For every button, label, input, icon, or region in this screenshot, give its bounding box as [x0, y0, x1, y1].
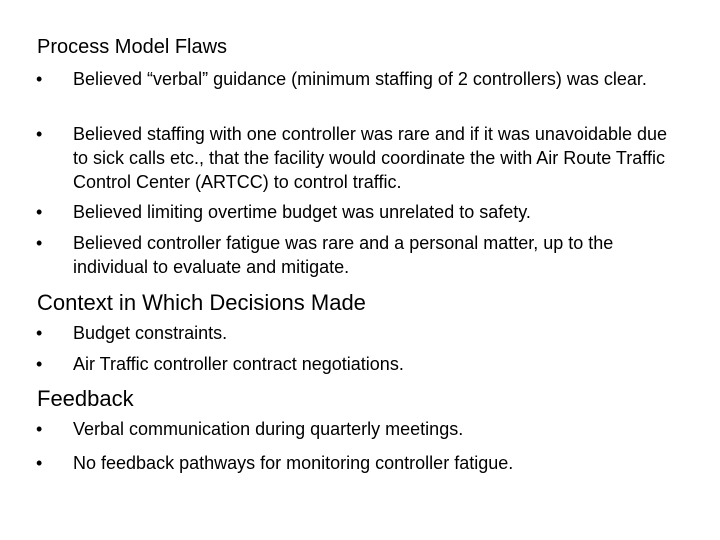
list-item-text: Believed controller fatigue was rare and a personal matter, up to the individual to evaluate and mitigate.	[73, 233, 614, 277]
bullet: •	[36, 233, 43, 253]
list-item-text: No feedback pathways for monitoring controller fatigue.	[73, 453, 514, 473]
bullet: •	[36, 453, 43, 473]
list-item-text: Believed staffing with one controller was rare and if it was unavoidable due to sick calls etc., that the facility would coordinate the with Air Route Traffic Control Center (ARTCC) to control traffic.	[73, 124, 668, 192]
bullet: •	[36, 419, 43, 439]
list-item-text: Believed “verbal” guidance (minimum staffing of 2 controllers) was clear.	[73, 69, 647, 89]
list-item-text: Budget constraints.	[73, 323, 228, 343]
section-heading-context: Context in Which Decisions Made	[37, 290, 366, 315]
bullet: •	[36, 202, 43, 222]
bullet: •	[36, 69, 43, 89]
section-heading-process-model-flaws: Process Model Flaws	[37, 36, 228, 58]
bullet: •	[36, 124, 43, 144]
bullet: •	[36, 354, 43, 374]
section-heading-feedback: Feedback	[37, 386, 134, 411]
bullet: •	[36, 323, 43, 343]
list-item-text: Verbal communication during quarterly meetings.	[73, 419, 464, 439]
list-item-text: Believed limiting overtime budget was unrelated to safety.	[73, 202, 531, 222]
list-item-text: Air Traffic controller contract negotiations.	[73, 354, 404, 374]
